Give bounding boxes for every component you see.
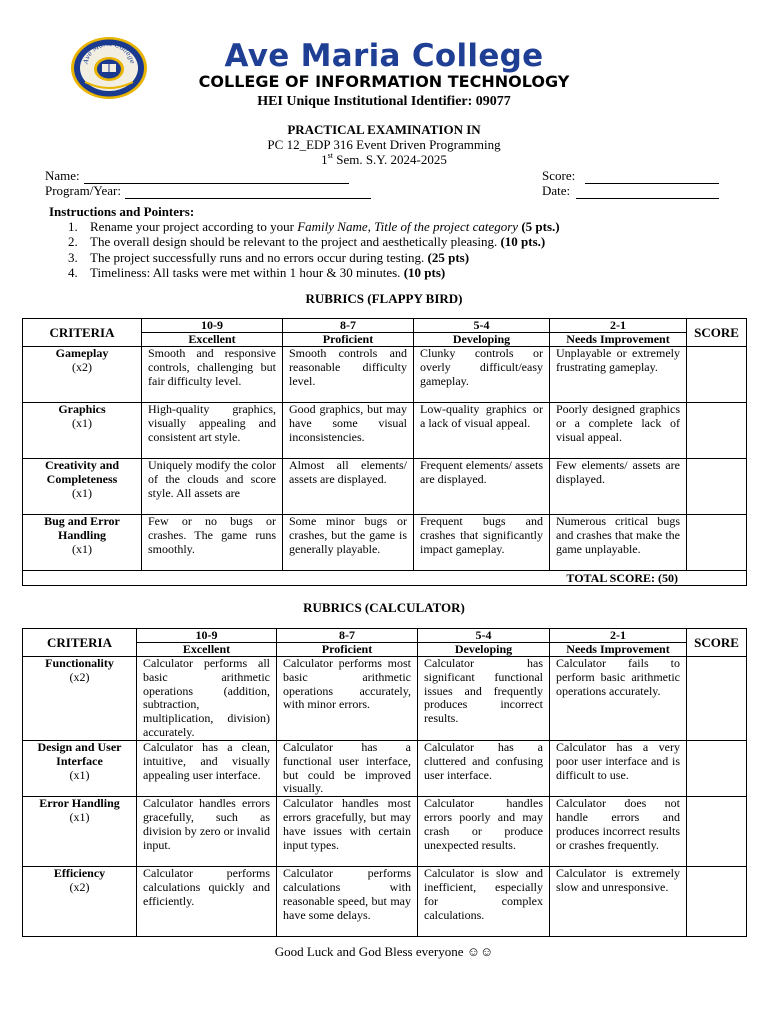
footer-message	[0, 944, 768, 960]
rubric-cell: Numerous critical bugs and crashes that make the game unplayable.	[550, 515, 687, 571]
name-field	[45, 168, 349, 184]
criteria-header: CRITERIA	[23, 629, 137, 657]
level-header: Developing	[418, 643, 550, 657]
score-cell[interactable]	[687, 459, 747, 515]
score-cell[interactable]	[687, 657, 747, 741]
rubric-cell: Few or no bugs or crashes. The game runs smoothly.	[142, 515, 283, 571]
rubric-row	[23, 459, 747, 515]
exam-semester: 1st Sem. S.Y. 2024-2025	[321, 151, 447, 167]
rubric-cell: Clunky controls or overly difficult/easy gameplay.	[414, 347, 550, 403]
rubric-row	[23, 403, 747, 459]
rubric-cell: Calculator handles errors poorly and may crash or produce unexpected results.	[418, 797, 550, 867]
criteria-cell: Design and User Interface (x1)	[23, 741, 137, 797]
criteria-cell: Efficiency (x2)	[23, 867, 137, 937]
score-cell[interactable]	[687, 515, 747, 571]
level-header: Developing	[414, 333, 550, 347]
rubric-flappy-bird-table	[22, 318, 747, 586]
level-header: Excellent	[137, 643, 277, 657]
rubric-cell: Frequent elements/ assets are displayed.	[414, 459, 550, 515]
range-header: 8-7	[277, 629, 418, 643]
level-header: Proficient	[283, 333, 414, 347]
rubric-calculator-title: RUBRICS (CALCULATOR)	[303, 600, 465, 615]
score-cell[interactable]	[687, 347, 747, 403]
rubric-cell: Calculator is slow and inefficient, especially for complex calculations.	[418, 867, 550, 937]
program-year-input-line[interactable]	[125, 186, 371, 199]
footer-text: Good Luck and God Bless everyone	[274, 944, 464, 959]
instruction-item: 4. Timeliness: All tasks were met within 1 hour & 30 minutes. (10 pts)	[68, 264, 446, 280]
date-input-line[interactable]	[576, 186, 719, 199]
smiley-icon: ☺☺	[466, 944, 494, 959]
score-cell[interactable]	[687, 741, 747, 797]
name-label: Name:	[45, 168, 80, 183]
college-name: Ave Maria College	[224, 38, 544, 74]
rubric-cell: Calculator performs most basic arithmetic operations accurately, with minor errors.	[277, 657, 418, 741]
rubric-calculator-table	[22, 628, 747, 937]
score-cell[interactable]	[687, 797, 747, 867]
rubric-cell: Calculator has a very poor user interface and is difficult to use.	[550, 741, 687, 797]
program-year-field	[45, 183, 371, 199]
score-field	[542, 168, 719, 184]
range-header: 5-4	[418, 629, 550, 643]
rubric-row	[23, 797, 747, 867]
rubric-row	[23, 741, 747, 797]
rubric-cell: Smooth controls and reasonable difficulty level.	[283, 347, 414, 403]
score-cell[interactable]	[687, 403, 747, 459]
criteria-cell: Bug and Error Handling (x1)	[23, 515, 142, 571]
hei-identifier: HEI Unique Institutional Identifier: 09077	[257, 94, 511, 109]
criteria-cell: Functionality (x2)	[23, 657, 137, 741]
rubric-cell: Poorly designed graphics or a complete lack of visual appeal.	[550, 403, 687, 459]
rubric-cell: Calculator is extremely slow and unresponsive.	[550, 867, 687, 937]
score-label: Score:	[542, 168, 576, 183]
range-header: 8-7	[283, 319, 414, 333]
rubric-cell: Calculator performs all basic arithmetic operations (addition, subtraction, multiplication, division) accurately.	[137, 657, 277, 741]
rubric-cell: Calculator handles errors gracefully, such as division by zero or invalid input.	[137, 797, 277, 867]
program-year-label: Program/Year:	[45, 183, 121, 198]
rubric-cell: Calculator handles most errors gracefully, but may have issues with certain input types.	[277, 797, 418, 867]
range-header: 5-4	[414, 319, 550, 333]
rubric-row	[23, 867, 747, 937]
score-header: SCORE	[687, 319, 747, 347]
score-cell[interactable]	[687, 867, 747, 937]
seal-text: Ave Maria College	[81, 39, 137, 65]
rubric-row	[23, 657, 747, 741]
rubric-row	[23, 347, 747, 403]
total-score: TOTAL SCORE: (50)	[23, 571, 747, 586]
rubric-cell: Calculator does not handle errors and produces incorrect results or crashes frequently.	[550, 797, 687, 867]
rubric-cell: Calculator has significant functional issues and frequently produces incorrect results.	[418, 657, 550, 741]
level-header: Needs Improvement	[550, 643, 687, 657]
rubric-cell: Uniquely modify the color of the clouds and score style. All assets are	[142, 459, 283, 515]
criteria-header: CRITERIA	[23, 319, 142, 347]
rubric-cell: Calculator has a functional user interface, but could be improved visually.	[277, 741, 418, 797]
range-header: 10-9	[137, 629, 277, 643]
range-header: 2-1	[550, 319, 687, 333]
rubric-cell: Calculator has a clean, intuitive, and visually appealing user interface.	[137, 741, 277, 797]
rubric-cell: Some minor bugs or crashes, but the game is generally playable.	[283, 515, 414, 571]
college-department: COLLEGE OF INFORMATION TECHNOLOGY	[198, 72, 570, 91]
rubric-cell: Calculator has a cluttered and confusing user interface.	[418, 741, 550, 797]
rubric-cell: Frequent bugs and crashes that significantly impact gameplay.	[414, 515, 550, 571]
instruction-item: 1. Rename your project according to your Family Name, Title of the project category (5 pts.)	[68, 219, 560, 234]
rubric-cell: Calculator performs calculations with reasonable speed, but may have some delays.	[277, 867, 418, 937]
criteria-cell: Graphics (x1)	[23, 403, 142, 459]
rubric-row	[23, 515, 747, 571]
level-header: Proficient	[277, 643, 418, 657]
instructions-heading: Instructions and Pointers:	[49, 204, 195, 219]
rubric-cell: Low-quality graphics or a lack of visual appeal.	[414, 403, 550, 459]
exam-title: PRACTICAL EXAMINATION IN	[287, 122, 481, 137]
rubric-flappy-bird-title: RUBRICS (FLAPPY BIRD)	[305, 291, 463, 306]
instruction-item: 3. The project successfully runs and no errors occur during testing. (25 pts)	[68, 249, 470, 265]
rubric-cell: Calculator fails to perform basic arithmetic operations accurately.	[550, 657, 687, 741]
level-header: Excellent	[142, 333, 283, 347]
criteria-cell: Error Handling (x1)	[23, 797, 137, 867]
criteria-cell: Gameplay (x2)	[23, 347, 142, 403]
rubric-cell: Almost all elements/ assets are displayed.	[283, 459, 414, 515]
exam-course: PC 12_EDP 316 Event Driven Programming	[267, 137, 501, 152]
rubric-cell: Few elements/ assets are displayed.	[550, 459, 687, 515]
criteria-cell: Creativity and Completeness (x1)	[23, 459, 142, 515]
date-label: Date:	[542, 183, 571, 198]
date-field	[542, 183, 719, 199]
instructions-list	[68, 219, 560, 280]
score-header: SCORE	[687, 629, 747, 657]
rubric-cell: High-quality graphics, visually appealing and consistent art style.	[142, 403, 283, 459]
level-header: Needs Improvement	[550, 333, 687, 347]
rubric-cell: Good graphics, but may have some visual inconsistencies.	[283, 403, 414, 459]
rubric-cell: Smooth and responsive controls, challenging but fair difficulty level.	[142, 347, 283, 403]
instruction-item: 2. The overall design should be relevant to the project and aesthetically pleasing. (10 pts.)	[68, 234, 546, 250]
rubric-cell: Calculator performs calculations quickly and efficiently.	[137, 867, 277, 937]
rubric-cell: Unplayable or extremely frustrating gameplay.	[550, 347, 687, 403]
range-header: 10-9	[142, 319, 283, 333]
range-header: 2-1	[550, 629, 687, 643]
